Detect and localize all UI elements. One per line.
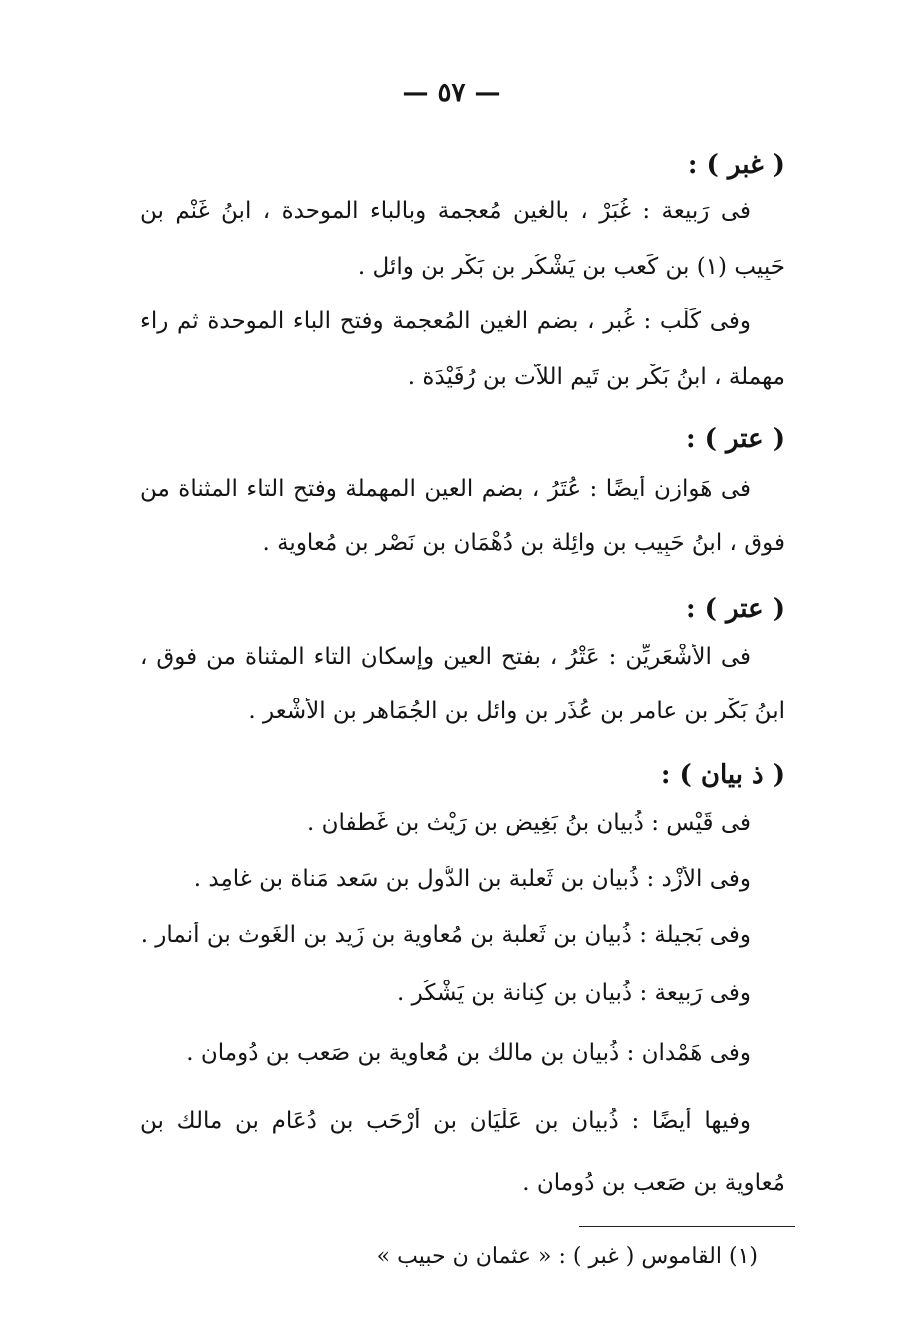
text-line: وفى رَبيعة : ذُبيان بن كِنانة بن يَشْكُر . [397,980,751,1006]
entry-heading-utar: ( عتر ) : [685,424,785,454]
text-line: فى قَيْس : ذُبيان بنُ بَغِيض بن رَيْث بن غَطفان . [307,810,751,836]
entry-heading-dhubyan: ( ذ بيان ) : [660,760,785,790]
text-line: وفى كَلْب : غُبر ، بضم الغين المُعجمة وفتح الباء الموحدة ثم راء [140,308,751,334]
entry-heading-atr: ( عتر ) : [685,594,785,624]
text-line: مهملة ، ابنُ بَكْر بن تَيم اللاّت بن رُفَيْدَة . [407,364,785,390]
text-line: وفيها أَيضًا : ذُبيان بن عَلْيَان بن أَرْحَب بن دُعَام بن مالك بن [140,1108,751,1134]
text-line: فى رَبيعة : غُبَرْ ، بالغين مُعجمة وبالباء الموحدة ، ابنُ غَنْم بن [140,198,751,224]
text-line: وفى بَجيلة : ذُبيان بن ثَعلبة بن مُعاوية بن زَيد بن الغَوث بن أنمار . [140,922,751,948]
footnote: (١) القاموس ( غبر ) : « عثمان ن حبيب » [376,1244,758,1269]
text-line: فوق ، ابنُ حَبِيب بن وائِلة بن دُهْمَان بن نَصْر بن مُعاوية . [262,530,785,556]
footnote-divider [579,1226,795,1227]
text-line: فى الأَشْعَرِيِّن : عَتْرُ ، بفتح العين وإسكان التاء المثناة من فوق ، [140,644,751,670]
page-number: — ٥٧ — [402,78,501,108]
text-line: وفى الأَزْد : ذُبيان بن ثَعلبة بن الدُّول بن سَعد مَناة بن غامِد . [193,866,751,892]
text-line: وفى هَمْدان : ذُبيان بن مالك بن مُعاوية بن صَعب بن دُومان . [186,1040,751,1066]
entry-heading-ghbr: ( غبر ) : [687,150,785,180]
text-line: حَبِيب (١) بن كَعب بن يَشْكُر بن بَكْر بن وائل . [357,254,785,280]
text-line: مُعاوية بن صَعب بن دُومان . [522,1170,785,1196]
text-line: ابنُ بَكْر بن عامر بن عُذَر بن وائل بن الجُمَاهر بن الأَشْعر . [248,698,785,724]
text-line: فى هَوازن أَيضًا : عُتَرُ ، بضم العين المهملة وفتح التاء المثناة من [140,476,751,502]
